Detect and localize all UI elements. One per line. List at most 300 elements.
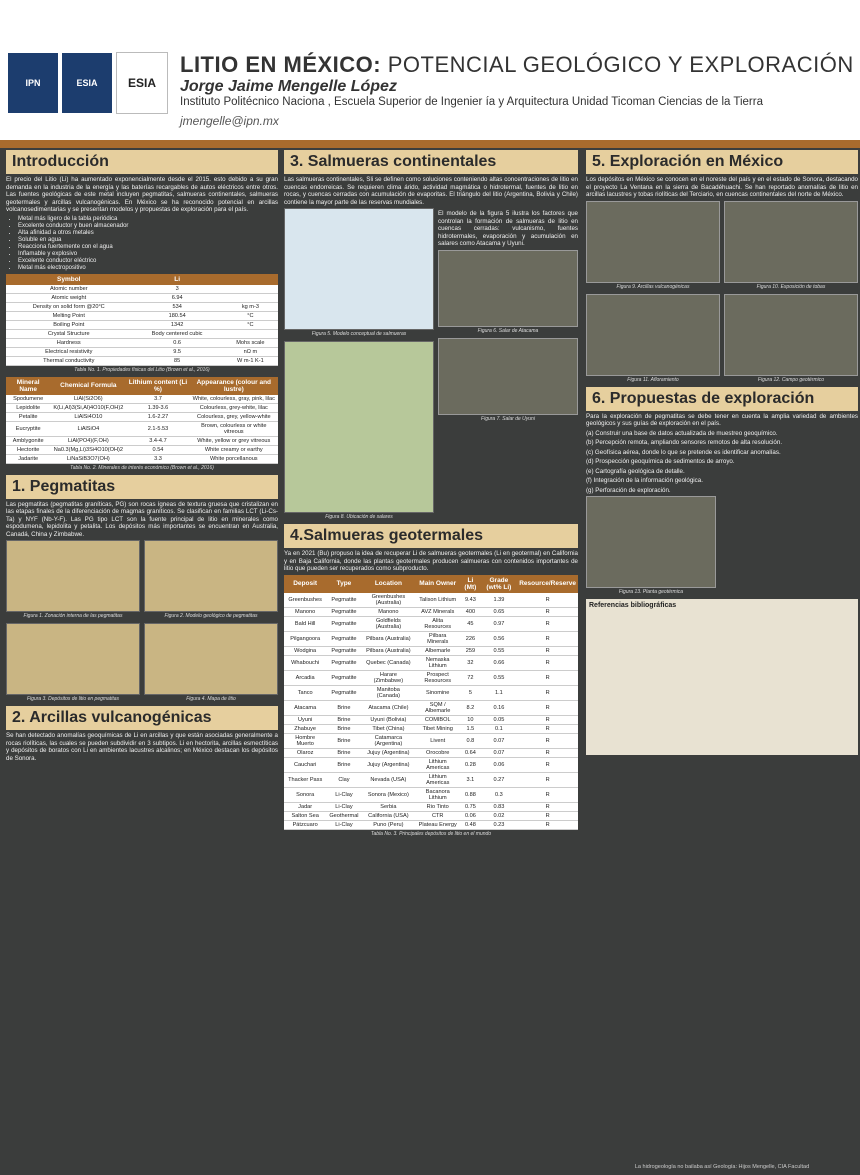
table-cell: Mohs scale [223, 338, 278, 347]
table-row [284, 820, 578, 829]
table-cell: 180.54 [132, 311, 223, 320]
figure-6 [438, 250, 578, 327]
table-cell: Nevada (USA) [362, 772, 416, 787]
table-header: Main Owner [415, 575, 460, 593]
table-row [284, 787, 578, 802]
table-cell: Pegmatite [326, 685, 361, 700]
table-cell: 3.7 [126, 395, 189, 404]
table-cell: R [517, 820, 578, 829]
table-cell: Cauchari [284, 757, 326, 772]
table-cell: 3.3 [126, 454, 189, 463]
table-cell: Tibet (China) [362, 724, 416, 733]
table-cell: Pegmatite [326, 616, 361, 631]
table-cell: Alita Resources [415, 616, 460, 631]
table-cell: Pegmatite [326, 631, 361, 646]
propuesta-item: (a) Construir una base de datos actualizada de muestreo geoquímico. [586, 429, 778, 437]
table-cell: White porcellanous [190, 454, 278, 463]
title-rest: POTENCIAL GEOLÓGICO Y EXPLORACIÓN [381, 52, 854, 77]
table-cell: 226 [460, 631, 480, 646]
exploracion-text: Los depósitos en México se conocen en el noreste del país y en el estado de Sonora, destacando el proyecto La Ventana en la sierra de Bacadéhuachi. Se han reportado anomalías de litio en arcillas lacustres y tobas riolíticas del Terciario, en cuencas continentales del norte de México. [586, 176, 858, 198]
table-row [284, 616, 578, 631]
table-cell: 1.39 [481, 593, 518, 608]
table-cell: 1.1 [481, 685, 518, 700]
pegmatite-figures-row-2 [6, 623, 278, 706]
table-cell: R [517, 811, 578, 820]
table-cell: Brine [326, 700, 361, 715]
section-propuestas: 6. Propuestas de exploración [586, 387, 858, 411]
arcillas-text: Se han detectado anomalías geoquímicas de Li en arcillas y que están asociadas generalmente a rocas riolíticas, las cuales se pueden subdividir en 3 subtipos. Li en hectorita, arcillas esmectíticas y depósitos de boratos con Li en ambientes lacustres alcalinos; en México destacan los depósitos de Sonora. [6, 732, 278, 762]
table-cell: Pegmatite [326, 607, 361, 616]
table-header: Lithium content (Li %) [126, 377, 189, 395]
table-cell: Goldfields (Australia) [362, 616, 416, 631]
salmueras-cont-text-2: El modelo de la figura 5 ilustra los factores que controlan la formación de salmueras de litio en cuencas cerradas: vulcanismo, fuentes hidrotermales, evaporación y acumulación en salares como Atacama y Uyuni. [438, 210, 578, 247]
table-cell: Lithium Americas [415, 772, 460, 787]
table-cell: Sinomine [415, 685, 460, 700]
table-header: Type [326, 575, 361, 593]
table-header [223, 274, 278, 285]
table-cell: R [517, 757, 578, 772]
table-cell: Arcadia [284, 670, 326, 685]
table-cell: Lepidolite [6, 403, 50, 412]
table-cell: Amblygonite [6, 436, 50, 445]
table-cell: 0.48 [460, 820, 480, 829]
table-row [6, 311, 278, 320]
author: Jorge Jaime Mengelle López [180, 78, 397, 95]
list-item: • Soluble en agua [18, 237, 278, 244]
table-row [6, 320, 278, 329]
section-pegmatitas: 1. Pegmatitas [6, 475, 278, 499]
table-cell: Eucryptite [6, 421, 50, 436]
intro-list [6, 216, 278, 272]
propuesta-item: (c) Geofísica aérea, donde lo que se pretende es identificar anomalías. [586, 448, 781, 456]
title-bold: LITIO EN MÉXICO: [180, 52, 382, 77]
table-row [284, 757, 578, 772]
table-cell: R [517, 670, 578, 685]
table-row [6, 412, 278, 421]
table-cell: 6.94 [132, 293, 223, 302]
table-minerals [6, 377, 278, 464]
mexico-photos-row-2 [586, 294, 858, 387]
table-cell: Uyuni (Bolivia) [362, 715, 416, 724]
table-cell: Greenbushes (Australia) [362, 593, 416, 608]
table-cell: 0.23 [481, 820, 518, 829]
table-header: Symbol [6, 274, 132, 285]
table-cell: Pegmatite [326, 593, 361, 608]
table-cell: LiNaSiB3O7(OH) [50, 454, 126, 463]
table-row [6, 293, 278, 302]
table-cell: R [517, 631, 578, 646]
table-cell: Li-Clay [326, 802, 361, 811]
column-2 [284, 150, 578, 841]
table-cell: LiAlSi4O10 [50, 412, 126, 421]
footer: La hidrogeología no bailaba así Geología: Hijos Mengelle, CIA Facultad [634, 1164, 810, 1170]
section-salmueras-geotermales: 4.Salmueras geotermales [284, 524, 578, 548]
table-cell: Melting Point [6, 311, 132, 320]
table-cell: Hectorite [6, 445, 50, 454]
table-cell: 0.07 [481, 733, 518, 748]
table-row [6, 338, 278, 347]
table-cell: 0.55 [481, 670, 518, 685]
table-cell: Brine [326, 724, 361, 733]
pegmatitas-text: Las pegmatitas (pegmatitas graníticas, PG) son rocas ígneas de textura gruesa que cristalizan en las etapas finales de la diferenciación de magmas graníticos. Se clasifican en familias LCT (Li-Cs-Ta) y NYF (Nb-Y-F). Las PG tipo LCT son la fuente principal de litio en minerales como espodumena, lepidolita y petalita. Los depósitos más importantes se encuentran en Australia, Canadá, China y Zimbabwe. [6, 500, 278, 538]
table-cell: R [517, 593, 578, 608]
figure-caption: Figura 12. Campo geotérmico [757, 376, 825, 383]
table-cell: 2.1-5.53 [126, 421, 189, 436]
table-cell: 400 [460, 607, 480, 616]
table-row [6, 329, 278, 338]
list-item: • Inflamable y explosivo [18, 251, 278, 258]
table-row [6, 445, 278, 454]
table-header: Location [362, 575, 416, 593]
table-row [284, 670, 578, 685]
table-cell: Jadarite [6, 454, 50, 463]
poster-title [180, 52, 854, 78]
figure-9 [586, 201, 720, 283]
table-cell: 0.6 [132, 338, 223, 347]
figure-caption: Figura 4. Mapa de litio [186, 696, 236, 702]
table-cell [223, 285, 278, 294]
table-cell: 534 [132, 302, 223, 311]
table-header: Chemical Formula [50, 377, 126, 395]
table-cell: R [517, 787, 578, 802]
table-cell: Crystal Structure [6, 329, 132, 338]
table-cell: 0.55 [481, 646, 518, 655]
table-row [284, 593, 578, 608]
table-cell: 32 [460, 655, 480, 670]
list-item: • Excelente conductor y buen almacenador [18, 223, 278, 230]
propuesta-item: (g) Perforación de exploración. [586, 486, 671, 494]
table-cell: Harare (Zimbabwe) [362, 670, 416, 685]
table-cell: Serbia [362, 802, 416, 811]
table-cell: 0.06 [460, 811, 480, 820]
figure-1 [6, 540, 140, 612]
list-item: • Metal más ligero de la tabla periódica [18, 216, 278, 223]
table-cell: Albemarle [415, 646, 460, 655]
table-cell: 9.43 [460, 593, 480, 608]
table-cell: R [517, 700, 578, 715]
table-cell: 85 [132, 356, 223, 365]
table-cell: Pátzcuaro [284, 820, 326, 829]
table-cell: White, colourless, gray, pink, lilac [190, 395, 278, 404]
salmueras-geo-text: Ya en 2021 (Bu) propuso la idea de recuperar Li de salmueras geotermales (Li en geotermal) en California y en Baja California, donde las plantas geotermales producen salmueras con contenidos importantes de litio que pueden ser recuperados como subproducto. [284, 550, 578, 572]
geothermal-photo [586, 496, 858, 599]
esia-logo: ESIA [62, 53, 112, 113]
table-properties [6, 274, 278, 366]
table-cell: 1.5 [460, 724, 480, 733]
table-cell: COMIBOL [415, 715, 460, 724]
table-cell: Li-Clay [326, 820, 361, 829]
table-cell: 1342 [132, 320, 223, 329]
table-cell: 0.02 [481, 811, 518, 820]
intro-text: El precio del Litio (Li) ha aumentado exponencialmente desde el 2015. esto debido a su gran demanda en la industria de la energía y las baterías recargables de autos eléctricos entre otros. Las fuentes geológicas de este metal incluyen pegmatitas, salmueras continentales, salmueras geotermales y arcillas vulcanogénicas. En México se ha reconocido potencial en arcillas volcanosedimentarias y se presentan modelos y propuestas de exploración para el país. [6, 176, 278, 213]
table-cell: Electrical resistivity [6, 347, 132, 356]
table-cell: °C [223, 320, 278, 329]
figure-caption: Figura 5. Modelo conceptual de salmueras [311, 331, 407, 337]
table-header: Deposit [284, 575, 326, 593]
table-cell: 1.39-3.6 [126, 403, 189, 412]
list-item: • Alta afinidad a otros metales [18, 230, 278, 237]
table-cell: White, yellow or grey vitreous [190, 436, 278, 445]
table-row [6, 302, 278, 311]
table-row [6, 454, 278, 463]
table-cell: 0.66 [481, 655, 518, 670]
table-cell: Atacama [284, 700, 326, 715]
table-row [284, 733, 578, 748]
table-cell: Atomic weight [6, 293, 132, 302]
figure-8 [284, 341, 434, 513]
table-cell: Atomic number [6, 285, 132, 294]
table-cell: Manono [284, 607, 326, 616]
table-row [284, 802, 578, 811]
table-cell: Pilbara (Australia) [362, 646, 416, 655]
logos [8, 52, 168, 114]
table-cell: R [517, 616, 578, 631]
table-header: Appearance (colour and lustre) [190, 377, 278, 395]
section-arcillas: 2. Arcillas vulcanogénicas [6, 706, 278, 730]
column-3 [586, 150, 858, 755]
table-cell: W m-1 K-1 [223, 356, 278, 365]
table-cell: 45 [460, 616, 480, 631]
figure-5 [284, 208, 434, 330]
table-cell: Rio Tinto [415, 802, 460, 811]
table-cell: 0.27 [481, 772, 518, 787]
figure-caption: Figura 11. Afloramiento [627, 376, 679, 383]
table-header: Li [132, 274, 223, 285]
table-cell: Clay [326, 772, 361, 787]
table-cell: Greenbushes [284, 593, 326, 608]
table1-caption: Tabla No. 1. Propiedades físicas del Litio (Brown et al., 2016) [74, 366, 210, 373]
propuesta-item: (e) Cartografía geológica de detalle. [586, 467, 685, 475]
table-cell: Sonora (Mexico) [362, 787, 416, 802]
table-cell: 0.07 [481, 748, 518, 757]
ipn-logo: IPN [8, 53, 58, 113]
table-cell: R [517, 655, 578, 670]
table-cell: 259 [460, 646, 480, 655]
table-cell: R [517, 772, 578, 787]
table-row [6, 356, 278, 365]
table-cell: 0.83 [481, 802, 518, 811]
figure-caption: Figura 13. Planta geotérmica [618, 589, 684, 595]
table-cell: R [517, 802, 578, 811]
table-cell: Hardness [6, 338, 132, 347]
table-cell: LiAlSiO4 [50, 421, 126, 436]
table-row [6, 285, 278, 294]
table-cell: Zhabuye [284, 724, 326, 733]
table-row [6, 436, 278, 445]
table-cell: 0.8 [460, 733, 480, 748]
table-cell: Plateau Energy [415, 820, 460, 829]
table-row [284, 724, 578, 733]
table-cell: R [517, 685, 578, 700]
table-cell: Puno (Peru) [362, 820, 416, 829]
figure-10 [724, 201, 858, 283]
table-cell: 0.64 [460, 748, 480, 757]
table-cell: 9.5 [132, 347, 223, 356]
table-cell: Thacker Pass [284, 772, 326, 787]
table-cell: SQM / Albemarle [415, 700, 460, 715]
table-cell: Sonora [284, 787, 326, 802]
table-cell: Lithium Americas [415, 757, 460, 772]
table-header: Grade (wt% Li) [481, 575, 518, 593]
email[interactable]: jmengelle@ipn.mx [180, 114, 279, 128]
table-header: Li (Mt) [460, 575, 480, 593]
table-cell: 8.2 [460, 700, 480, 715]
table-cell: Livent [415, 733, 460, 748]
table-cell: 3.1 [460, 772, 480, 787]
figure-caption: Figura 2. Modelo geológico de pegmatitas [164, 613, 258, 619]
table-cell: Atacama (Chile) [362, 700, 416, 715]
table-cell: Talison Lithium [415, 593, 460, 608]
table-cell: Jujuy (Argentina) [362, 757, 416, 772]
figure-caption: Figura 8. Ubicación de salares [325, 514, 393, 520]
figure-caption: Figura 6. Salar de Atacama [477, 327, 539, 334]
table-cell: California (USA) [362, 811, 416, 820]
list-item: • Reacciona fuertemente con el agua [18, 244, 278, 251]
table-cell: 0.16 [481, 700, 518, 715]
table-cell [223, 329, 278, 338]
table-cell: Orocobre [415, 748, 460, 757]
table-cell: R [517, 724, 578, 733]
table-cell: R [517, 748, 578, 757]
salmueras-cont-text: Las salmueras continentales, Sli se definen como soluciones conteniendo altas concentraciones de litio en cuencas endorreicas. Se requieren clima árido, actividad magmática o hidrotermal, fuentes de litio en rocas, y cuencas cerradas con acumulación de evaporitas. El triángulo del litio (Argentina, Bolivia y Chile) contiene la mayor parte de las reservas mundiales. [284, 176, 578, 206]
table-row [284, 685, 578, 700]
figure-12 [724, 294, 858, 376]
table-cell: 0.97 [481, 616, 518, 631]
header-divider [0, 140, 860, 148]
table2-caption: Tabla No. 2. Minerales de interés económico (Brown et al., 2016) [70, 464, 214, 471]
table-cell: Quebec (Canada) [362, 655, 416, 670]
table-cell: R [517, 646, 578, 655]
table-row [6, 395, 278, 404]
table-cell: Prospect Resources [415, 670, 460, 685]
table-cell: 0.75 [460, 802, 480, 811]
table-cell: White creamy or earthy [190, 445, 278, 454]
table-cell: Nemaska Lithium [415, 655, 460, 670]
table-row [6, 421, 278, 436]
table-cell: 0.56 [481, 631, 518, 646]
table-cell: Whabouchi [284, 655, 326, 670]
table-cell: Uyuni [284, 715, 326, 724]
table-cell: Manitoba (Canada) [362, 685, 416, 700]
table-row [284, 631, 578, 646]
table-cell: Pegmatite [326, 655, 361, 670]
table-cell: Spodumene [6, 395, 50, 404]
table-cell: Brown, colourless or white vitreous [190, 421, 278, 436]
table-cell: °C [223, 311, 278, 320]
table-cell: Jadar [284, 802, 326, 811]
figure-13 [586, 496, 716, 588]
table-row [6, 347, 278, 356]
figure-3 [6, 623, 140, 695]
mexico-photos-row-1 [586, 201, 858, 294]
figure-7 [438, 338, 578, 415]
table-cell: Li-Clay [326, 787, 361, 802]
section-exploracion: 5. Exploración en México [586, 150, 858, 174]
table-row [6, 403, 278, 412]
table-cell: Pegmatite [326, 670, 361, 685]
figure-caption: Figura 7. Salar de Uyuni [481, 415, 535, 422]
table-cell: 5 [460, 685, 480, 700]
figure-11 [586, 294, 720, 376]
table-cell: Body centered cubic [132, 329, 223, 338]
table-cell: 0.05 [481, 715, 518, 724]
table-cell: Boiling Point [6, 320, 132, 329]
table-cell [223, 293, 278, 302]
table-cell: Wodgina [284, 646, 326, 655]
propuestas-intro: Para la exploración de pegmatitas se debe tener en cuenta la amplia variedad de ambientes geológicos y sus guías de exploración en el país. [586, 412, 858, 427]
table-row [284, 607, 578, 616]
table-cell: Brine [326, 748, 361, 757]
table-cell: Hombre Muerto [284, 733, 326, 748]
table-cell: 1.6-2.27 [126, 412, 189, 421]
table-cell: 0.65 [481, 607, 518, 616]
table-cell: Na0.3(Mg,Li)3Si4O10(OH)2 [50, 445, 126, 454]
table-row [284, 646, 578, 655]
table-cell: Jujuy (Argentina) [362, 748, 416, 757]
figure-caption: Figura 3. Depósitos de litio en pegmatitas [27, 696, 119, 702]
table-cell: Catamarca (Argentina) [362, 733, 416, 748]
table-cell: LiAl(PO4)(F,OH) [50, 436, 126, 445]
table-cell: 0.1 [481, 724, 518, 733]
pegmatite-figures-row-1 [6, 540, 278, 623]
references [586, 599, 858, 755]
table-cell: Bacanora Lithium [415, 787, 460, 802]
table-cell: Thermal conductivity [6, 356, 132, 365]
table-row [284, 811, 578, 820]
esia-35-logo: ESIA [116, 52, 168, 114]
propuesta-item: (f) Integración de la información geológica. [586, 477, 703, 484]
table-cell: CTR [415, 811, 460, 820]
propuesta-item: (d) Prospección geoquímica de sedimentos de arroyo. [586, 458, 735, 465]
figure-caption: Figura 1. Zonación interna de las pegmatitas [23, 613, 123, 619]
table-cell: Tibet Mining [415, 724, 460, 733]
section-salmueras-continentales: 3. Salmueras continentales [284, 150, 578, 174]
table-cell: kg m-3 [223, 302, 278, 311]
section-intro: Introducción [6, 150, 278, 174]
table-cell: R [517, 715, 578, 724]
table3-caption: Tabla No. 3. Principales depósitos de litio en el mundo [370, 830, 492, 837]
column-1 [6, 150, 278, 764]
table-cell: Tanco [284, 685, 326, 700]
table-cell: 3.4-4.7 [126, 436, 189, 445]
table-row [284, 772, 578, 787]
table-cell: nΩ m [223, 347, 278, 356]
table-cell: Brine [326, 733, 361, 748]
table-row [284, 655, 578, 670]
table-cell: LiAl(Si2O6) [50, 395, 126, 404]
table-cell: 0.88 [460, 787, 480, 802]
table-cell: 0.54 [126, 445, 189, 454]
header [0, 0, 860, 140]
table-row [284, 700, 578, 715]
figure-2 [144, 540, 278, 612]
table-cell: AVZ Minerals [415, 607, 460, 616]
table-cell: Olaroz [284, 748, 326, 757]
references-title: Referencias bibliográficas [589, 602, 677, 609]
brine-figures [284, 208, 578, 524]
table-cell: 0.3 [481, 787, 518, 802]
table-cell: Brine [326, 757, 361, 772]
list-item: • Metal más electropositivo [18, 265, 278, 272]
table-cell: Pilbara Minerals [415, 631, 460, 646]
table-deposits [284, 575, 578, 830]
table-cell: Salton Sea [284, 811, 326, 820]
table-cell: 3 [132, 285, 223, 294]
table-header: Resource/Reserve [517, 575, 578, 593]
table-cell: 72 [460, 670, 480, 685]
propuesta-item: (b) Percepción remota, ampliando sensores remotos de alta resolución. [586, 439, 783, 446]
table-cell: Bald Hill [284, 616, 326, 631]
